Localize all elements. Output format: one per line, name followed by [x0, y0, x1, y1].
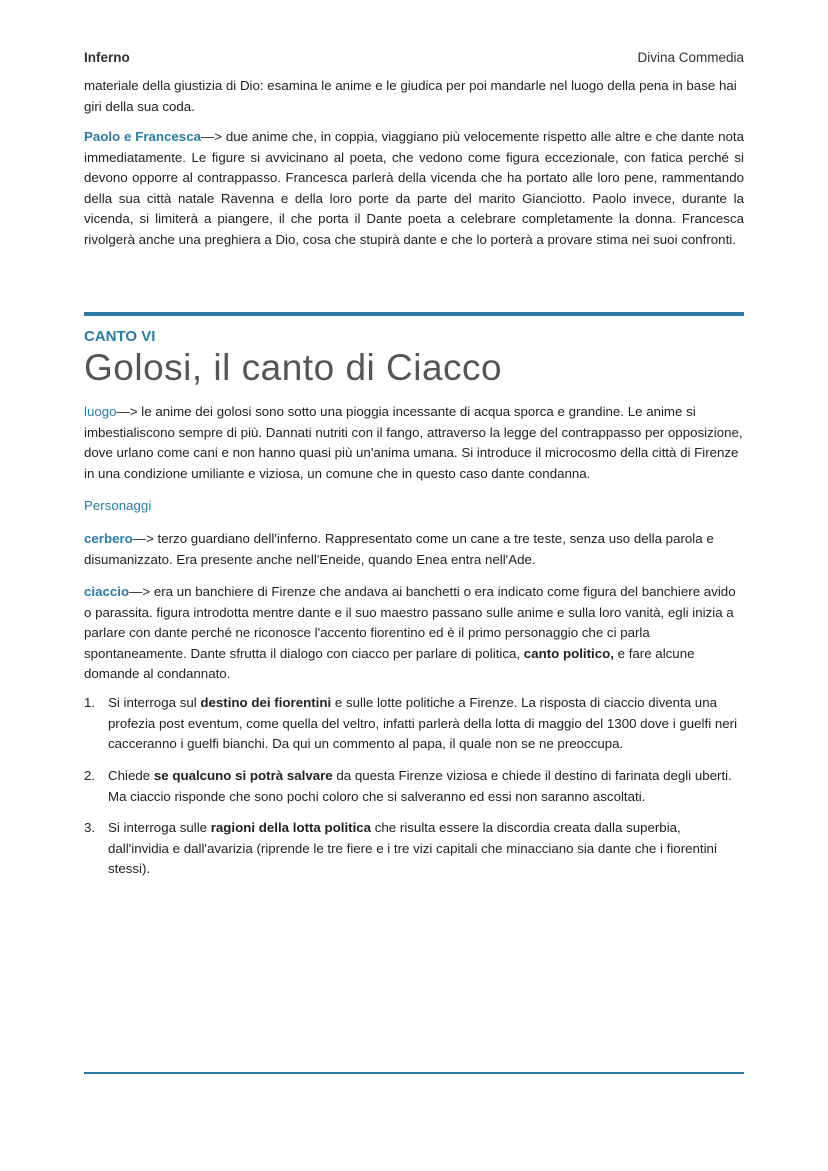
list-text-pre: Si interroga sulle [108, 820, 211, 835]
list-number: 3. [84, 820, 96, 835]
ciaccio-paragraph [84, 582, 744, 685]
paolo-text: due anime che, in coppia, viaggiano più velocemente rispetto alle altre e che dante nota immediatamente. Le figure si avvicinano al poeta, che vedono come figura eccezionale, con fatica perché si devono opporre al contrappasso. Francesca parlerà della vicenda che ha portato alle loro pene, rammentando della sua città natale Ravenna e della loro porte da parte del marito Gianciotto. Paolo invece, durante la vicenda, si limiterà a piangere, il che porta il Dante poeta a celebrare completamente la donna. Francesca rivolgerà anche una preghiera a Dio, cosa che stupirà dante e che lo porterà a provare stima nei suoi confronti. [84, 129, 744, 247]
list-text-post: da questa Firenze viziosa e chiede il destino di farinata degli uberti. Ma ciaccio risponde che sono pochi coloro che si salveranno ed essi non saranno ascoltati. [108, 768, 732, 804]
list-item [84, 766, 744, 807]
ciaccio-text-a: era un banchiere di Firenze che andava ai banchetti o era indicato come figura del banchiere avido o parassita. figura introdotta mentre dante e il suo maestro passano sulle anime e sulla loro vanità, egli inizia a parlare con dante perché ne riconosce l'accento fiorentino ed è il primo personaggio che ci parla spontaneamente. Dante sfrutta il dialogo con ciacco per parlare di politica, [84, 584, 736, 661]
cerbero-arrow: —> [132, 531, 154, 546]
list-text-pre: Si interroga sul [108, 695, 201, 710]
personaggi-heading: Personaggi [84, 498, 152, 513]
luogo-text: le anime dei golosi sono sotto una pioggia incessante di acqua sporca e grandine. Le anime si imbestialiscono sempre di più. Dannati nutriti con il fango, attraverso la legge del contrappasso per opposizione, dove urlano come cani e non hanno quasi più un'anima umana. Si introduce il microcosmo della città di Firenze in una condizione umiliante e viziosa, un comune che in questo caso dante condanna. [84, 404, 743, 481]
footer-divider [84, 1072, 744, 1074]
list-item [84, 693, 744, 755]
ciaccio-arrow: —> [129, 584, 151, 599]
list-text-bold: se qualcuno si potrà salvare [153, 768, 333, 783]
list-number: 1. [84, 695, 96, 710]
cerbero-text: terzo guardiano dell'inferno. Rappresentato come un cane a tre teste, senza uso della parola e disumanizzato. Era presente anche nell'Eneide, quando Enea entra nell'Ade. [84, 531, 714, 567]
intro-paragraph [84, 76, 744, 117]
list-number: 2. [84, 768, 96, 783]
ciaccio-text-b: e fare alcune domande al condannato. [84, 645, 695, 681]
list-text-post: e sulle lotte politiche a Firenze. La risposta di ciaccio diventa una profezia post eventum, come quella del veltro, infatti parlerà della lotta di maggio del 1300 dove i guelfi neri cacceranno i guelfi bianchi. Da qui un commento al papa, il quale non se ne preoccupa. [108, 695, 738, 751]
luogo-paragraph [84, 402, 744, 484]
page-header [84, 50, 744, 65]
cerbero-term: cerbero [84, 531, 133, 546]
luogo-term: luogo [84, 404, 117, 419]
canto-label: CANTO VI [84, 328, 156, 345]
list-item [84, 818, 744, 880]
paolo-term: Paolo e Francesca [84, 129, 201, 144]
list-text-pre: Chiede [108, 768, 154, 783]
luogo-arrow: —> [116, 404, 138, 419]
header-right: Divina Commedia [637, 50, 744, 65]
ciaccio-bold: canto politico, [523, 645, 614, 661]
section-divider [84, 312, 744, 316]
paolo-arrow: —> [200, 129, 223, 144]
personaggi-heading-wrap [84, 496, 744, 517]
cerbero-paragraph [84, 529, 744, 570]
list-text-post: che risulta essere la discordia creata dalla superbia, dall'invidia e dall'avarizia (riprende le tre fiere e i tre vizi capitali che minacciano sia dante che i fiorentini stessi). [108, 820, 717, 876]
header-left: Inferno [84, 50, 130, 65]
canto-title: Golosi, il canto di Ciacco [84, 347, 503, 388]
paolo-paragraph [84, 127, 744, 250]
list-text-bold: ragioni della lotta politica [210, 820, 372, 835]
intro-text: materiale della giustizia di Dio: esamina le anime e le giudica per poi mandarle nel luogo della pena in base hai giri della sua coda. [84, 78, 737, 114]
ciaccio-term: ciaccio [84, 584, 130, 599]
list-text-bold: destino dei fiorentini [200, 695, 332, 710]
